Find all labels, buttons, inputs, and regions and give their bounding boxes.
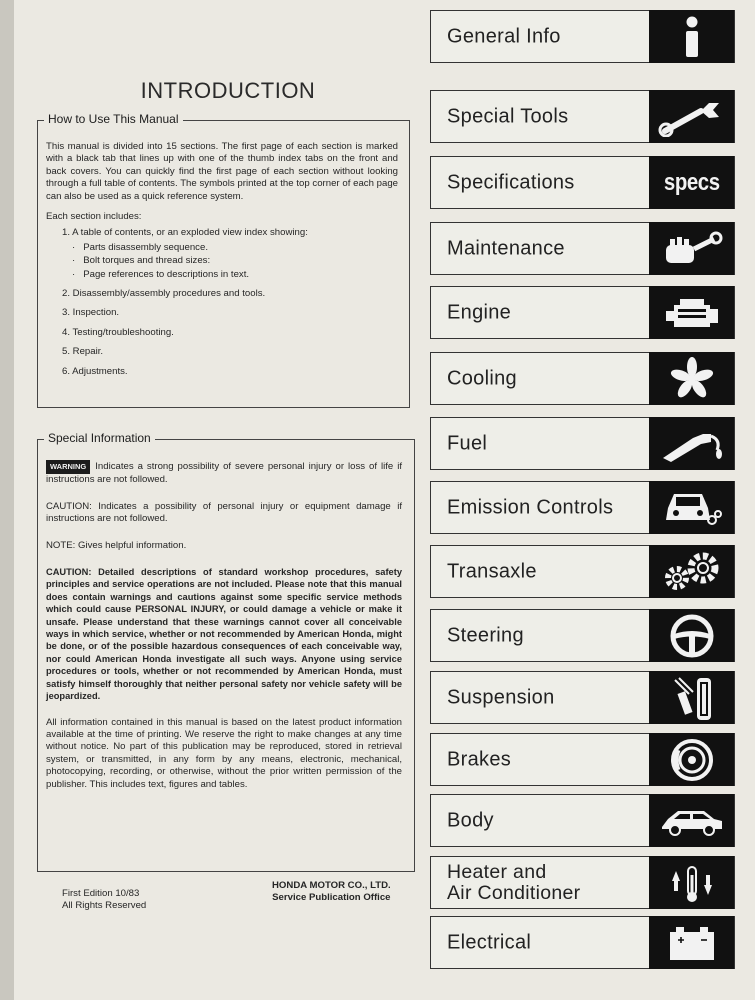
tab-steering[interactable] [430, 609, 735, 662]
tab-maintenance[interactable] [430, 222, 735, 275]
tab-label: Brakes [447, 748, 512, 770]
tab-label: Special Tools [447, 105, 569, 127]
brake-disc-icon [649, 733, 734, 786]
includes-label: Each section includes: [46, 211, 142, 223]
tab-label-line2: Air Conditioner [447, 881, 581, 904]
list-item: 4. Testing/troubleshooting. [62, 326, 174, 338]
list-item: 2. Disassembly/assembly procedures and tools. [62, 288, 266, 300]
caution-text: CAUTION: Indicates a possibility of personal injury or equipment damage if instructions are not followed. [46, 500, 402, 525]
info-icon [649, 10, 734, 63]
how-to-use-intro: This manual is divided into 15 sections. The first page of each section is marked with a black tab that lines up with one of the thumb index tabs on the front and back covers. You can quickly find the first page of each section without looking through a full table of contents. The symbols printed at the top corner of each page can also be used as a quick reference system. [46, 141, 398, 202]
note-text: NOTE: Gives helpful information. [46, 539, 187, 551]
how-to-use-box [37, 112, 410, 408]
battery-icon [649, 916, 734, 969]
edition-text: First Edition 10/83 [62, 888, 140, 899]
tab-cooling[interactable] [430, 352, 735, 405]
tab-transaxle[interactable] [430, 545, 735, 598]
page-title: INTRODUCTION [140, 78, 316, 103]
rights-text: All Rights Reserved [62, 900, 147, 911]
list-item [62, 227, 398, 281]
office-name: Service Publication Office [272, 892, 391, 903]
tab-label: Specifications [447, 171, 575, 193]
tab-engine[interactable] [430, 286, 735, 339]
hand-tool-icon [649, 222, 734, 275]
publisher-info [272, 880, 391, 904]
car-body-icon [649, 794, 734, 847]
tab-label: Body [447, 809, 494, 831]
caution-detail-text: CAUTION: Detailed descriptions of standard workshop procedures, safety principles and service operations are not included. Please note that this manual does contain warnings and cautions against some specific service methods which could cause PERSONAL INJURY, or could damage a vehicle or make it unsafe. Please understand that these warnings cannot cover all conceivable ways in which service, whether or not recommended by American Honda, might be done, or of the possible hazardous consequences of each conceivable way, nor could American Honda investigate all such ways. Anyone using service procedures or tools, whether or not recommended by American Honda, must satisfy himself thoroughly that neither personal safety nor vehicle safety will be jeopardized. [46, 567, 402, 702]
wrench-icon [649, 90, 734, 143]
tab-brakes[interactable] [430, 733, 735, 786]
shock-absorber-icon [649, 671, 734, 724]
tab-suspension[interactable] [430, 671, 735, 724]
tab-label: Fuel [447, 432, 488, 454]
tab-label [447, 862, 580, 904]
tab-general-info[interactable] [430, 10, 735, 63]
tab-label: General Info [447, 25, 561, 47]
fan-icon [649, 352, 734, 405]
tab-label: Engine [447, 301, 512, 323]
tab-electrical[interactable] [430, 916, 735, 969]
thermometer-icon [649, 856, 734, 909]
warning-badge: WARNING [46, 460, 90, 474]
tab-label: Steering [447, 624, 524, 646]
list-item-text: 1. A table of contents, or an exploded view index showing: [62, 227, 308, 239]
edition-info [62, 888, 146, 912]
sub-list-item: · Bolt torques and thread sizes: [72, 255, 398, 267]
steering-wheel-icon [649, 609, 734, 662]
specs-icon-text: specs [663, 168, 720, 196]
tab-label: Emission Controls [447, 496, 614, 518]
tab-label: Transaxle [447, 560, 537, 582]
tab-label-line1: Heater and [447, 860, 547, 883]
tab-emission-controls[interactable] [430, 481, 735, 534]
engine-icon [649, 286, 734, 339]
car-exhaust-icon [649, 481, 734, 534]
special-info-box [37, 431, 415, 872]
sub-list-item: · Parts disassembly sequence. [72, 242, 398, 254]
list-item: 6. Adjustments. [62, 365, 128, 377]
list-item: 5. Repair. [62, 346, 104, 358]
specs-text-icon [649, 156, 734, 209]
tab-label: Maintenance [447, 237, 565, 259]
tab-fuel[interactable] [430, 417, 735, 470]
sub-list-item: · Page references to descriptions in text. [72, 269, 398, 281]
gears-icon [649, 545, 734, 598]
how-to-use-heading: How to Use This Manual [44, 112, 183, 126]
info-text: All information contained in this manual is based on the latest product information available at the time of printing. We reserve the right to make changes at any time without notice. No part of this publication may be reproduced, stored in retrieval system, or transmitted, in any form by any means, electronic, mechanical, photocopying, recording, or otherwise, without the prior written permission of the publisher. This includes text, figures and tables. [46, 716, 402, 790]
fuel-nozzle-icon [649, 417, 734, 470]
company-name: HONDA MOTOR CO., LTD. [272, 880, 391, 891]
warning-text: Indicates a strong possibility of severe personal injury or loss of life if instructions are not followed. [46, 461, 402, 486]
tab-special-tools[interactable] [430, 90, 735, 143]
page-edge [0, 0, 14, 1000]
tab-label: Suspension [447, 686, 555, 708]
tab-label: Electrical [447, 931, 532, 953]
special-info-heading: Special Information [44, 431, 155, 445]
tab-label: Cooling [447, 367, 517, 389]
tab-body[interactable] [430, 794, 735, 847]
list-item: 3. Inspection. [62, 307, 120, 319]
tab-heater-air-conditioner[interactable] [430, 856, 735, 909]
warning-paragraph [46, 460, 402, 487]
tab-specifications[interactable] [430, 156, 735, 209]
